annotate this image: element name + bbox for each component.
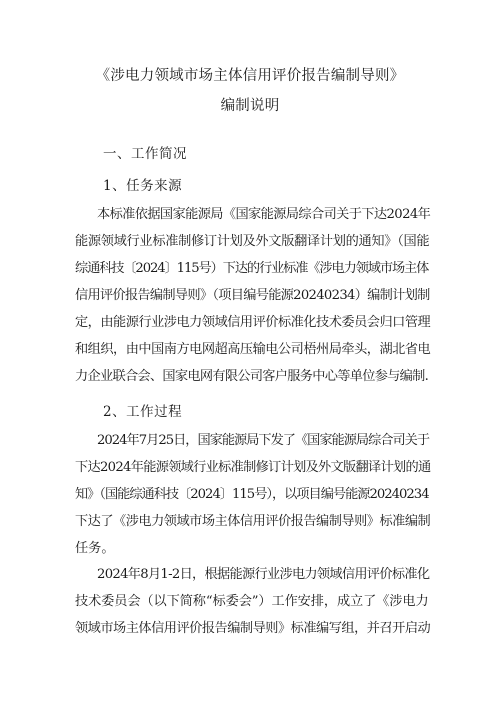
text-line: 技术委员会（以下简称“标委会”）工作安排，成立了《涉电力	[75, 594, 429, 609]
text-line: 知》（国能综通科技〔2024〕115号），以项目编号能源20240234	[75, 487, 429, 502]
text-line: 领域市场主体信用评价报告编制导则》标准编写组，并召开启动	[75, 621, 431, 636]
text-line: 力企业联合会、国家电网有限公司客户服务中心等单位参与编制.	[75, 369, 429, 384]
text-line: 能源领域行业标准制修订计划及外文版翻译计划的通知》（国能	[75, 234, 430, 249]
text-line: 2024年8月1-2日，根据能源行业涉电力领域信用评价标准化	[97, 567, 430, 582]
document-title: 《涉电力领域市场主体信用评价报告编制导则》	[95, 68, 405, 84]
text-line: 下达了《涉电力领域市场主体信用评价报告编制导则》标准编制	[75, 514, 431, 529]
text-line: 综通科技〔2024〕115号）下达的行业标准《涉电力领域市场主体	[75, 261, 429, 276]
subsection-heading-task-source: 1、任务来源	[103, 178, 183, 194]
section-heading-work-overview: 一、工作简况	[103, 146, 187, 162]
text-line: 下达2024年能源领域行业标准制修订计划及外文版翻译计划的通	[75, 460, 431, 475]
subsection-heading-work-process: 2、工作过程	[103, 404, 183, 420]
document-subtitle: 编制说明	[220, 98, 280, 114]
text-line: 本标准依据国家能源局《国家能源局综合司关于下达2024年	[97, 207, 431, 222]
text-line: 定，由能源行业涉电力领域信用评价标准化技术委员会归口管理	[75, 315, 431, 330]
text-line: 2024年7月25日，国家能源局下发了《国家能源局综合司关于	[97, 433, 430, 448]
text-line: 信用评价报告编制导则》（项目编号能源20240234）编制计划制	[75, 288, 430, 303]
text-line: 任务。	[75, 541, 115, 556]
text-line: 和组织，由中国南方电网超高压输电公司梧州局牵头，湖北省电	[75, 342, 431, 357]
